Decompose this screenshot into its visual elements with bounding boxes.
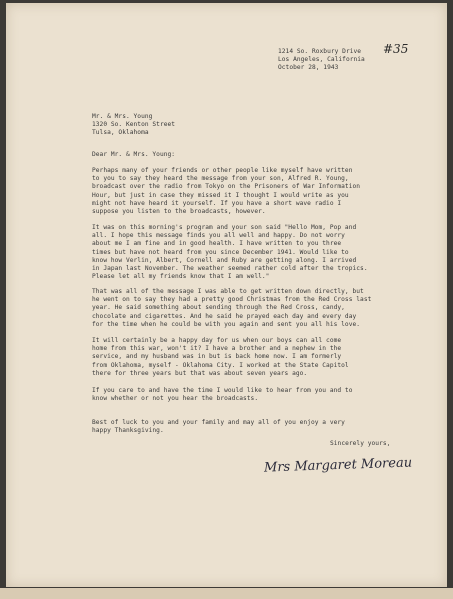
paragraph-line: suppose you listen to the broadcasts, however.: [92, 208, 266, 216]
paragraph-line: Best of luck to you and your family and may all of you enjoy a very: [92, 419, 345, 426]
letter-date: October 28, 1943: [278, 64, 339, 72]
paragraph-line: times but have not heard from you since December 1941. Would like to: [92, 248, 349, 256]
paragraph-line: know whether or not you hear the broadcasts.: [92, 395, 259, 403]
paragraph-line: from Oklahoma, myself - Oklahoma City. I worked at the State Capitol: [92, 361, 349, 369]
recipient-address: [92, 113, 175, 138]
recipient-city: Tulsa, Oklahoma: [92, 129, 149, 137]
paragraph-2: [92, 224, 368, 281]
paragraph-line: broadcast over the radio from Tokyo on the Prisoners of War Information: [92, 183, 361, 191]
archive-number: #35: [383, 42, 409, 56]
paragraph-line: service, and my husband was in but is back home now. I am formerly: [92, 353, 342, 361]
paragraph-1: [92, 167, 360, 216]
paragraph-line: he went on to say they had a pretty good Christmas from the Red Cross last: [92, 296, 372, 304]
page-edge: [0, 588, 453, 599]
paragraph-line: might not have heard it yourself. If you have a short wave radio I: [92, 199, 342, 207]
paragraph-line: there for three years but that was about seven years ago.: [92, 369, 308, 377]
salutation: Dear Mr. & Mrs. Young:: [92, 151, 176, 158]
paragraph-line: It was on this morning's program and your son said "Hello Mom, Pop and: [92, 224, 357, 231]
closing: Sincerely yours,: [330, 440, 391, 447]
paragraph-line: know how Verlin, Albert, Cornell and Ruby are getting along. I arrived: [92, 256, 357, 264]
paragraph-line: That was all of the message I was able to get written down directly, but: [92, 288, 364, 295]
signature: Mrs Margaret Moreau: [263, 455, 413, 476]
paragraph-4: [92, 337, 349, 378]
sender-street: 1214 So. Roxbury Drive: [278, 48, 362, 55]
sender-city: Los Angeles, California: [278, 56, 365, 64]
recipient-name: Mr. & Mrs. Young: [92, 113, 153, 120]
paragraph-line: Please let all my friends know that I am well.": [92, 273, 270, 281]
paragraph-line: home from this war, won't it? I have a brother and a nephew in the: [92, 345, 342, 353]
paragraph-line: chocolate and cigarettes. And he said he prayed each day and every day: [92, 312, 357, 320]
paragraph-line: Hour, but just in case they missed it I thought I would write as you: [92, 191, 349, 199]
paragraph-line: for the time when he could be with you again and sent you all his love.: [92, 320, 361, 328]
sender-address: [278, 48, 365, 73]
paragraph-line: Perhaps many of your friends or other people like myself have written: [92, 167, 353, 174]
paragraph-6: [92, 419, 345, 435]
paragraph-line: If you care to and have the time I would like to hear from you and to: [92, 387, 353, 394]
paragraph-3: [92, 288, 371, 329]
paragraph-line: year. He said something about sending through the Red Cross, candy,: [92, 304, 345, 312]
paragraph-line: happy Thanksgiving.: [92, 427, 164, 435]
paragraph-line: to you to say they heard the message from your son, Alfred R. Young,: [92, 175, 349, 183]
recipient-street: 1320 So. Kenton Street: [92, 121, 176, 129]
letter-page: [6, 3, 447, 587]
paragraph-line: in Japan last November. The weather seemed rather cold after the tropics.: [92, 265, 368, 273]
paragraph-line: about me I am fine and in good health. I have written to you three: [92, 240, 342, 248]
paragraph-5: [92, 387, 353, 403]
paragraph-line: It will certainly be a happy day for us when our boys can all come: [92, 337, 342, 344]
paragraph-line: all. I hope this message finds you all well and happy. Do not worry: [92, 232, 345, 240]
